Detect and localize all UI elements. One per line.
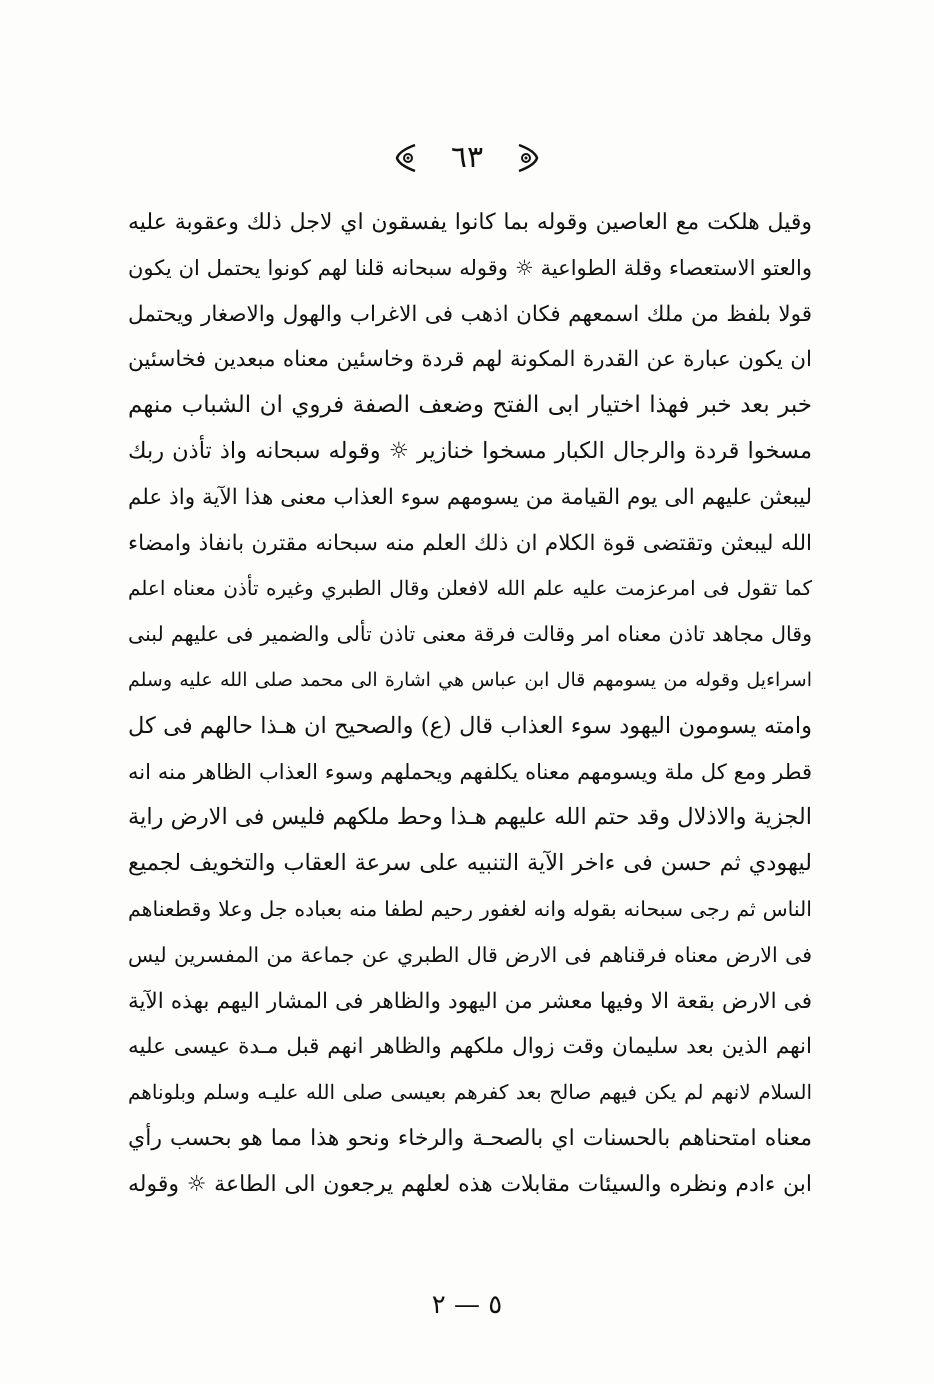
text-line: خبر بعد خبر فهذا اختيار ابى الفتح وضعف الصفة فروي ان الشباب منهم	[128, 392, 812, 419]
text-line: وقال مجاهد تاذن معناه امر وقالت فرقة معنى تاذن تألى والضمير فى عليهم لبنى	[128, 622, 812, 647]
text-line: انهم الذين بعد سليمان وقت زوال ملكهم والظاهر انهم قبل مـدة عيسى عليه	[128, 1034, 812, 1060]
text-line: فى الارض معناه فرقناهم فى الارض قال الطبري عن جماعة من المفسرين ليس	[128, 942, 812, 967]
ornament-right-icon	[509, 141, 543, 175]
text-line: السلام لانهم لم يكن فيهم صالح بعد كفرهم بعيسى صلى الله عليـه وسلم وبلوناهم	[128, 1080, 812, 1105]
text-line: معناه امتحناهم بالحسنات اي بالصحـة والرخاء ونحو هذا مما هو بحسب رأي	[128, 1125, 812, 1151]
text-line: الله ليبعثن وتقتضى قوة الكلام ان ذلك العلم منه سبحانه مقترن بانفاذ وامضاء	[128, 530, 812, 556]
text-line: كما تقول فى امرعزمت عليه علم الله لافعلن وقال الطبري وغيره تأذن معناه اعلم	[128, 576, 812, 601]
text-line: الناس ثم رجى سبحانه بقوله وانه لغفور رحيم لطفا منه بعباده جل وعلا وقطعناهم	[128, 896, 812, 921]
text-line: وامته يسومون اليهود سوء العذاب قال (ع) والصحيح ان هـذا حالهم فى كل	[128, 712, 812, 739]
text-line: ان يكون عبارة عن القدرة المكونة لهم قردة وخاسئين معناه مبعدين فخاسئين	[128, 347, 812, 373]
text-line: والعتو الاستعصاء وقلة الطواعية ☼ وقوله سبحانه قلنا لهم كونوا يحتمل ان يكون	[128, 255, 812, 280]
text-line: فى الارض بقعة الا وفيها معشر من اليهود والظاهر فى المشار اليهم بهذه الآية	[128, 988, 812, 1014]
text-line: ابن ءادم ونظره والسيئات مقابلات هذه لعلهم يرجعون الى الطاعة ☼ وقوله	[128, 1171, 812, 1197]
signature-mark: ٥ — ٢	[431, 1290, 503, 1320]
text-line: وقيل هلكت مع العاصين وقوله بما كانوا يفسقون اي لاجل ذلك وعقوبة عليه	[128, 210, 812, 235]
text-line: ليهودي ثم حسن فى ءاخر الآية التنبيه على سرعة العقاب والتخويف لجميع	[128, 850, 812, 877]
text-line: مسخوا قردة والرجال الكبار مسخوا خنازير ☼ وقوله سبحانه واذ تأذن ربك	[128, 437, 812, 464]
text-line: اسراءيل وقوله من يسومهم قال ابن عباس هي اشارة الى محمد صلى الله عليه وسلم	[128, 668, 812, 691]
page-number: ٦٣	[450, 140, 484, 175]
text-line: ليبعثن عليهم الى يوم القيامة من يسومهم سوء العذاب معنى هذا الآية واذ علم	[128, 484, 812, 510]
text-line: الجزية والاذلال وقد حتم الله عليهم هـذا وحط ملكهم فليس فى الارض راية	[128, 804, 812, 831]
text-line: قولا بلفظ من ملك اسمعهم فكان اذهب فى الاغراب والهول والاصغار ويحتمل	[128, 301, 812, 327]
text-line: قطر ومع كل ملة ويسومهم معناه يكلفهم ويحملهم وسوء العذاب الظاهر منه انه	[128, 759, 812, 784]
page-header	[0, 128, 934, 188]
ornament-left-icon	[391, 141, 425, 175]
body-text	[128, 200, 812, 1208]
